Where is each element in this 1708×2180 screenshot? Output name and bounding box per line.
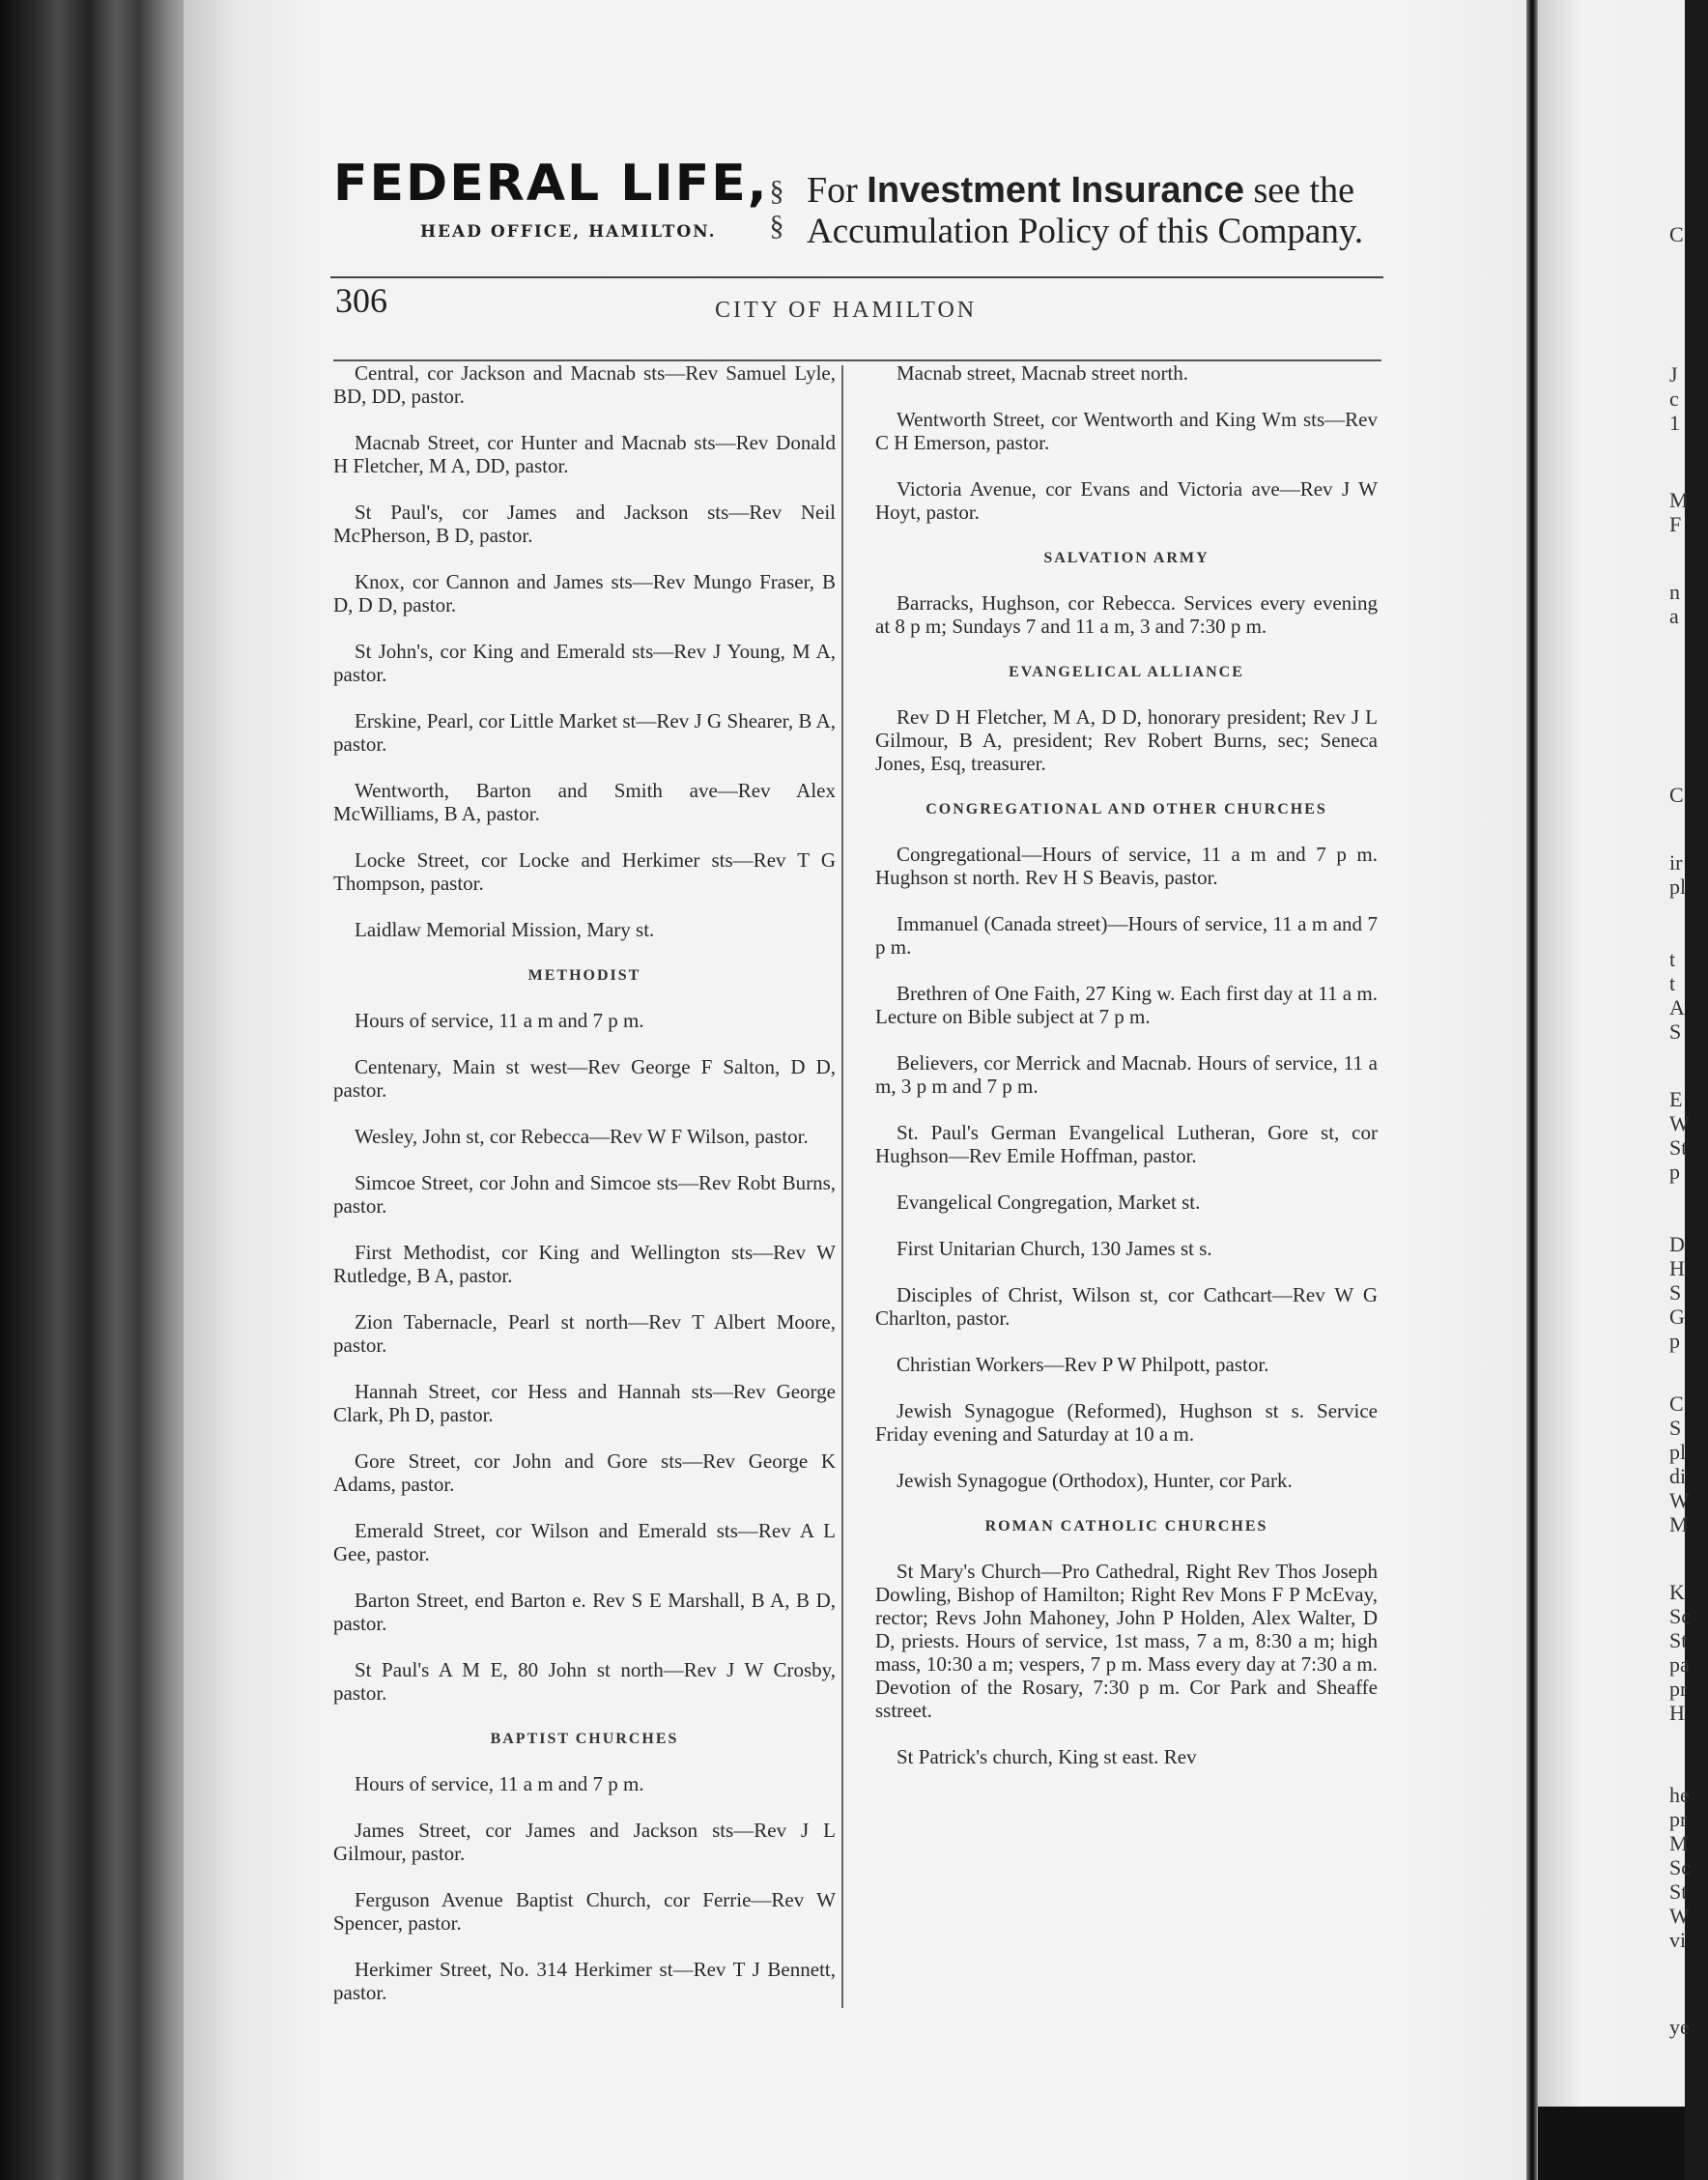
church-entry: James Street, cor James and Jackson sts—Rev J L Gilmour, pastor. <box>333 1819 836 1865</box>
adjacent-page-fragment: C <box>1669 783 1684 807</box>
adjacent-page-fragment: C <box>1669 222 1684 246</box>
section-heading: SALVATION ARMY <box>1043 550 1210 566</box>
church-entry: Gore Street, cor John and Gore sts—Rev George K Adams, pastor. <box>333 1449 836 1496</box>
ad-tagline-suffix: see the <box>1253 170 1354 211</box>
church-entry: Jewish Synagogue (Orthodox), Hunter, cor Park. <box>897 1469 1293 1492</box>
adjacent-page-fragment: M <box>1669 1831 1689 1855</box>
adjacent-page-fragment: a <box>1669 604 1679 628</box>
ad-tagline-bold: Investment Insurance <box>867 170 1244 211</box>
church-entry: Barracks, Hughson, cor Rebecca. Services every evening at 8 p m; Sundays 7 and 11 a m, 3 and 7:30 p m. <box>875 591 1378 638</box>
adjacent-page-fragment: pa <box>1669 1652 1690 1677</box>
church-entry: St Mary's Church—Pro Cathedral, Right Rev Thos Joseph Dowling, Bishop of Hamilton; Right Rev Mons F P McEvay, rector; Revs John Mahoney, John P Holden, Alex Walter, D D, priests. Hours of service, 1st mass, 7 a m, 8:30 a m; high mass, 10:30 a m; vespers, 7 p m. Mass every day at 7:30 a m. Devotion of the Rosary, 7:30 p m. Cor Park and Sheaffe sstreet. <box>875 1560 1378 1722</box>
adjacent-page-fragment: 1 <box>1669 411 1680 435</box>
adjacent-page-fragment: Sc <box>1669 1855 1691 1879</box>
ad-tagline-line2: Accumulation Policy of this Company. <box>807 212 1364 251</box>
adjacent-page-fragment: St <box>1669 1628 1688 1652</box>
church-entry: Emerald Street, cor Wilson and Emerald sts—Rev A L Gee, pastor. <box>333 1519 836 1565</box>
church-entry: Wesley, John st, cor Rebecca—Rev W F Wilson, pastor. <box>355 1125 809 1148</box>
section-heading: EVANGELICAL ALLIANCE <box>1009 664 1244 680</box>
section-heading: METHODIST <box>527 967 641 984</box>
page-number: 306 <box>335 281 387 320</box>
church-entry: Brethren of One Faith, 27 King w. Each first day at 11 a m. Lecture on Bible subject at 7 p m. <box>875 982 1378 1028</box>
adjacent-page-fragment: S <box>1669 1416 1682 1440</box>
adjacent-page-fragment: pl <box>1669 875 1687 899</box>
church-entry: Macnab street, Macnab street north. <box>897 361 1189 385</box>
adjacent-page-fragment: pr <box>1669 1677 1688 1701</box>
adjacent-page-fragment: t <box>1669 947 1676 971</box>
adjacent-page-fragment: Sc <box>1669 1604 1691 1628</box>
adjacent-page-fragment: pl <box>1669 1440 1687 1464</box>
ad-tagline-line1 <box>807 169 1354 212</box>
church-entry: Believers, cor Merrick and Macnab. Hours of service, 11 a m, 3 p m and 7 p m. <box>875 1051 1378 1098</box>
scroll-ornament-icon: § § <box>769 175 784 242</box>
church-entry: Zion Tabernacle, Pearl st north—Rev T Albert Moore, pastor. <box>333 1310 836 1357</box>
church-entry: St Patrick's church, King st east. Rev <box>897 1745 1197 1768</box>
section-heading: CONGREGATIONAL AND OTHER CHURCHES <box>925 801 1327 818</box>
adjacent-page-fragment: he <box>1669 1783 1690 1807</box>
adjacent-page-fragment: W <box>1669 1904 1690 1928</box>
adjacent-page-fragment: ir <box>1669 850 1683 875</box>
adjacent-page-fragment: p <box>1669 1329 1680 1353</box>
adjacent-page-fragment: H <box>1669 1701 1685 1725</box>
church-entry: Herkimer Street, No. 314 Herkimer st—Rev T J Bennett, pastor. <box>333 1958 836 2004</box>
church-entry: Hannah Street, cor Hess and Hannah sts—Rev George Clark, Ph D, pastor. <box>333 1380 836 1426</box>
adjacent-page-fragment: W <box>1669 1111 1690 1135</box>
book-gutter <box>0 0 193 2180</box>
running-head: CITY OF HAMILTON <box>715 298 978 323</box>
advertisement-banner <box>333 155 1386 261</box>
church-entry: Macnab Street, cor Hunter and Macnab sts—Rev Donald H Fletcher, M A, DD, pastor. <box>333 431 836 477</box>
church-entry: Wentworth Street, cor Wentworth and King Wm sts—Rev C H Emerson, pastor. <box>875 408 1378 454</box>
church-entry: Laidlaw Memorial Mission, Mary st. <box>355 918 655 941</box>
church-entry: Disciples of Christ, Wilson st, cor Cathcart—Rev W G Charlton, pastor. <box>875 1283 1378 1330</box>
church-entry: Hours of service, 11 a m and 7 p m. <box>355 1009 644 1032</box>
adjacent-page-fragment: F <box>1669 512 1682 536</box>
church-entry: Centenary, Main st west—Rev George F Salton, D D, pastor. <box>333 1055 836 1102</box>
adjacent-page-fragment: E <box>1669 1087 1683 1111</box>
adjacent-page-fragment: ye <box>1669 2015 1690 2039</box>
church-entry: Rev D H Fletcher, M A, D D, honorary president; Rev J L Gilmour, B A, president; Rev Robert Burns, sec; Seneca Jones, Esq, treasurer. <box>875 705 1378 775</box>
adjacent-page-fragment: M <box>1669 488 1689 512</box>
adjacent-page-fragment: H <box>1669 1256 1685 1280</box>
church-entry: Simcoe Street, cor John and Simcoe sts—Rev Robt Burns, pastor. <box>333 1171 836 1218</box>
church-entry: Christian Workers—Rev P W Philpott, pastor. <box>897 1353 1269 1376</box>
adjacent-page-fragment: St <box>1669 1879 1688 1904</box>
ad-tagline-prefix: For <box>807 170 858 211</box>
church-entry: Knox, cor Cannon and James sts—Rev Mungo Fraser, B D, D D, pastor. <box>333 570 836 617</box>
adjacent-page-fragment: K <box>1669 1580 1685 1604</box>
adjacent-page-edge <box>1538 0 1691 2180</box>
church-entry: St Paul's A M E, 80 John st north—Rev J W Crosby, pastor. <box>333 1658 836 1705</box>
church-entry: Hours of service, 11 a m and 7 p m. <box>355 1772 644 1795</box>
adjacent-page-fragment: p <box>1669 1160 1680 1184</box>
church-entry: St Paul's, cor James and Jackson sts—Rev Neil McPherson, B D, pastor. <box>333 501 836 547</box>
church-entry: St. Paul's German Evangelical Lutheran, Gore st, cor Hughson—Rev Emile Hoffman, pastor. <box>875 1121 1378 1167</box>
church-entry: Barton Street, end Barton e. Rev S E Marshall, B A, B D, pastor. <box>333 1589 836 1635</box>
adjacent-page-fragment: A <box>1669 995 1685 1019</box>
church-entry: Victoria Avenue, cor Evans and Victoria ave—Rev J W Hoyt, pastor. <box>875 477 1378 524</box>
adjacent-page-fragment: di <box>1669 1464 1687 1488</box>
page-divider <box>1526 0 1538 2180</box>
adjacent-page-fragment: S <box>1669 1019 1682 1044</box>
church-entry: Central, cor Jackson and Macnab sts—Rev Samuel Lyle, BD, DD, pastor. <box>333 361 836 408</box>
adjacent-page-fragment: pr <box>1669 1807 1688 1831</box>
right-column <box>875 361 1378 1792</box>
church-entry: Wentworth, Barton and Smith ave—Rev Alex McWilliams, B A, pastor. <box>333 779 836 825</box>
adjacent-page-fragment: G <box>1669 1305 1685 1329</box>
left-column <box>333 361 836 2027</box>
adjacent-page-fragment: vi <box>1669 1928 1687 1952</box>
church-entry: Ferguson Avenue Baptist Church, cor Ferrie—Rev W Spencer, pastor. <box>333 1888 836 1935</box>
section-heading: BAPTIST CHURCHES <box>490 1731 679 1747</box>
church-entry: St John's, cor King and Emerald sts—Rev J Young, M A, pastor. <box>333 640 836 686</box>
adjacent-page-fragment: M <box>1669 1512 1689 1536</box>
ad-rule <box>330 276 1383 278</box>
church-entry: Immanuel (Canada street)—Hours of service, 11 a m and 7 p m. <box>875 912 1378 959</box>
adjacent-page-fragment: t <box>1669 971 1676 995</box>
adjacent-page-fragment: n <box>1669 580 1680 604</box>
church-entry: Erskine, Pearl, cor Little Market st—Rev J G Shearer, B A, pastor. <box>333 709 836 756</box>
church-entry: First Unitarian Church, 130 James st s. <box>897 1237 1212 1260</box>
adjacent-page-fragment: St <box>1669 1135 1688 1160</box>
church-entry: Congregational—Hours of service, 11 a m and 7 p m. Hughson st north. Rev H S Beavis, pastor. <box>875 843 1378 889</box>
adjacent-page-fragment: D <box>1669 1232 1685 1256</box>
column-rule <box>841 365 843 2008</box>
church-entry: First Methodist, cor King and Wellington sts—Rev W Rutledge, B A, pastor. <box>333 1241 836 1287</box>
adjacent-page-fragment: S <box>1669 1280 1682 1305</box>
adjacent-page-fragment: J <box>1669 362 1678 387</box>
church-entry: Locke Street, cor Locke and Herkimer sts—Rev T G Thompson, pastor. <box>333 848 836 895</box>
church-entry: Evangelical Congregation, Market st. <box>897 1190 1201 1214</box>
adjacent-page-fragment: W <box>1669 1488 1690 1512</box>
ad-head-office: HEAD OFFICE, HAMILTON. <box>420 222 717 242</box>
section-heading: ROMAN CATHOLIC CHURCHES <box>984 1518 1268 1535</box>
adjacent-page-fragment: c <box>1669 387 1679 411</box>
ad-company-name: FEDERAL LIFE, <box>333 155 769 213</box>
church-entry: Jewish Synagogue (Reformed), Hughson st s. Service Friday evening and Saturday at 10 a m. <box>875 1399 1378 1446</box>
adjacent-page-fragment: C <box>1669 1391 1684 1416</box>
scan-shadow <box>1538 2107 1685 2180</box>
